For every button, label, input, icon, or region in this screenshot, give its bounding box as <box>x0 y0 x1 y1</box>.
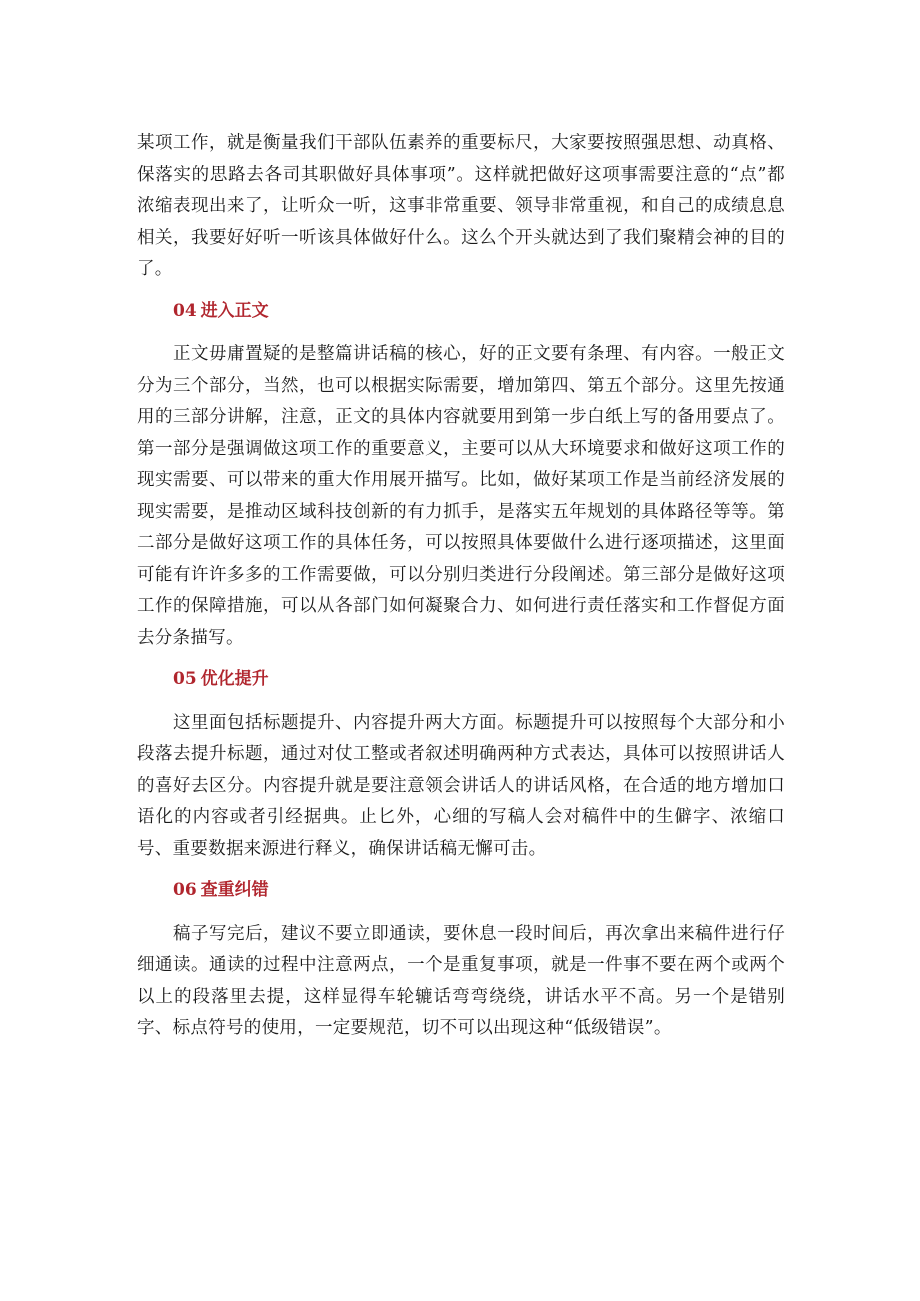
spacer <box>137 286 785 296</box>
document-page <box>137 128 785 1045</box>
section-number: 06 <box>173 880 197 900</box>
section-title: 优化提升 <box>200 669 269 689</box>
section-number: 05 <box>173 669 197 689</box>
spacer <box>137 696 785 708</box>
intro-paragraph: 某项工作，就是衡量我们干部队伍素养的重要标尺，大家要按照强思想、动真格、保落实的思路去各司其职做好具体事项”。这样就把做好这项事需要注意的“点”都浓缩表现出来了，让听众一听，这事非常重要、领导非常重视，和自己的成绩息息相关，我要好好听一听该具体做好什么。这么个开头就达到了我们聚精会神的目的了。 <box>137 133 785 279</box>
section-body-05: 这里面包括标题提升、内容提升两大方面。标题提升可以按照每个大部分和小段落去提升标题，通过对仗工整或者叙述明确两种方式表达，具体可以按照讲话人的喜好去区分。内容提升就是要注意领会讲话人的讲话风格，在合适的地方增加口语化的内容或者引经据典。止匕外，心细的写稿人会对稿件中的生僻字、浓缩口号、重要数据来源进行释义，确保讲话稿无懈可击。 <box>137 712 785 859</box>
section-body-04: 正文毋庸置疑的是整篇讲话稿的核心，好的正文要有条理、有内容。一般正文分为三个部分，当然，也可以根据实际需要，增加第四、第五个部分。这里先按通用的三部分讲解，注意，正文的具体内容就要用到第一步白纸上写的备用要点了。第一部分是强调做这项工作的重要意义，主要可以从大环境要求和做好这项工作的现实需要、可以带来的重大作用展开描写。比如，做好某项工作是当前经济发展的现实需要，是推动区域科技创新的有力抓手，是落实五年规划的具体路径等等。第二部分是做好这项工作的具体任务，可以按照具体要做什么进行逐项描述，这里面可能有许许多多的工作需要做，可以分别归类进行分段阐述。第三部分是做好这项工作的保障措施，可以从各部门如何凝聚合力、如何进行责任落实和工作督促方面去分条描写。 <box>137 344 785 648</box>
section-number: 04 <box>173 300 197 321</box>
section-heading-04 <box>137 296 785 328</box>
section-heading-06 <box>137 875 785 907</box>
spacer <box>137 865 785 875</box>
section-body-06: 稿子写完后，建议不要立即通读，要休息一段时间后，再次拿出来稿件进行仔细通读。通读的过程中注意两点，一个是重复事项，就是一件事不要在两个或两个以上的段落里去提，这样显得车轮辘话弯弯绕绕，讲话水平不高。另一个是错别字、标点符号的使用，一定要规范，切不可以出现这种“低级错误”。 <box>137 923 785 1038</box>
spacer <box>137 907 785 919</box>
spacer <box>137 327 785 339</box>
spacer <box>137 654 785 664</box>
section-title: 进入正文 <box>200 300 269 321</box>
section-heading-05 <box>137 664 785 696</box>
section-title: 查重纠错 <box>200 880 269 900</box>
